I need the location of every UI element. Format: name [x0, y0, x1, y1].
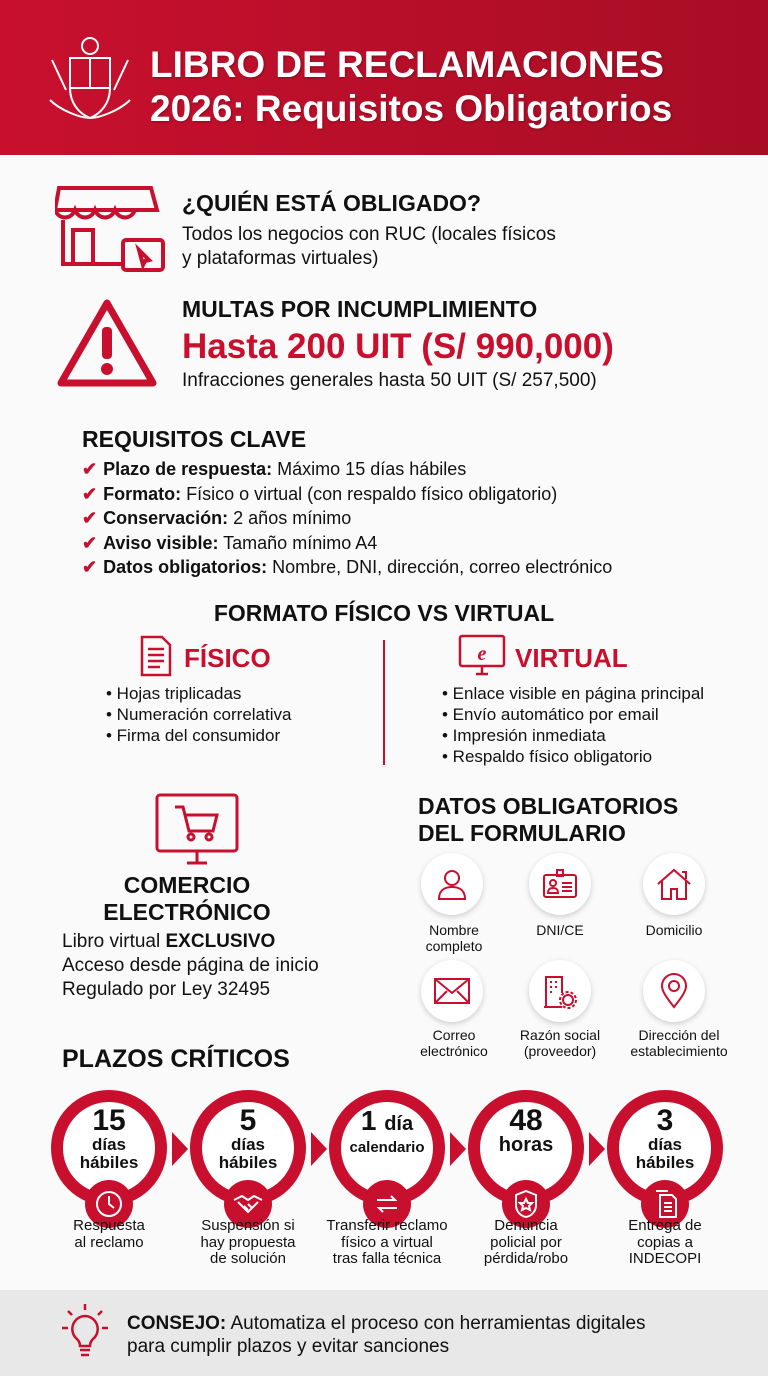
list-item: • Respaldo físico obligatorio [442, 747, 653, 766]
multas-title: MULTAS POR INCUMPLIMIENTO [182, 296, 538, 322]
plazo-ring: 15 días hábiles [51, 1090, 167, 1206]
plazo-description: Suspensión si hay propuesta de solución [200, 1217, 296, 1267]
requisito-item: ✔ Aviso visible: Tamaño mínimo A4 [82, 532, 378, 553]
coat-of-arms-icon [48, 30, 132, 124]
arrow-icon [172, 1132, 188, 1166]
plazo-ring: 1 día calendario [329, 1090, 445, 1206]
ecommerce-line2: Acceso desde página de inicio [62, 955, 319, 976]
datos-label: DNI/CE [536, 922, 584, 938]
plazo-description: Transferir reclamo físico a virtual tras falla técnica [326, 1217, 448, 1267]
list-item: • Enlace visible en página principal [442, 684, 705, 703]
list-item: • Hojas triplicadas [106, 684, 242, 703]
building-gear-icon [529, 960, 591, 1022]
consejo-text [127, 1312, 646, 1358]
location-pin-icon [643, 960, 705, 1022]
arrow-icon [311, 1132, 327, 1166]
consejo-banner [0, 1290, 768, 1376]
svg-text:e: e [477, 643, 487, 665]
ecommerce-cart-monitor-icon [155, 793, 239, 865]
obligado-line2: y plataformas virtuales) [182, 248, 379, 269]
multas-note: Infracciones generales hasta 50 UIT (S/ 257,500) [182, 370, 597, 391]
arrow-icon [589, 1132, 605, 1166]
ecommerce-text [62, 930, 319, 1002]
plazo-ring: 3 días hábiles [607, 1090, 723, 1206]
fisico-title: FÍSICO [184, 643, 271, 673]
requisitos-section [82, 426, 612, 580]
person-icon [421, 853, 483, 915]
consejo-label: CONSEJO: [127, 1313, 227, 1334]
requisitos-title: REQUISITOS CLAVE [82, 426, 307, 452]
check-icon: ✔ [82, 483, 98, 504]
virtual-title: VIRTUAL [515, 643, 628, 673]
list-item: • Impresión inmediata [442, 726, 606, 745]
datos-label: Nombre completo [425, 922, 483, 954]
divider [383, 640, 385, 765]
consejo-line2: para cumplir plazos y evitar sanciones [127, 1336, 450, 1357]
document-icon [138, 635, 174, 677]
datos-title-1: DATOS OBLIGATORIOS [418, 793, 679, 819]
ecommerce-line3: Regulado por Ley 32495 [62, 979, 271, 1000]
ecommerce-line1: Libro virtual [62, 931, 166, 952]
header-banner [0, 0, 768, 155]
datos-label: Correo electrónico [420, 1027, 488, 1059]
requisito-item: ✔ Plazo de respuesta: Máximo 15 días hábiles [82, 459, 467, 479]
storefront-icon [55, 184, 165, 274]
datos-label: Dirección del establecimiento [630, 1027, 728, 1059]
house-icon [643, 853, 705, 915]
list-item: • Firma del consumidor [106, 726, 281, 745]
requisito-item: ✔ Formato: Físico o virtual (con respaldo físico obligatorio) [82, 483, 558, 504]
obligado-line1: Todos los negocios con RUC (locales físicos [182, 224, 556, 245]
check-icon: ✔ [82, 508, 98, 528]
plazo-description: Respuesta al reclamo [73, 1217, 145, 1251]
datos-title [418, 793, 678, 847]
title-line-2: 2026: Requisitos Obligatorios [150, 88, 673, 129]
arrow-icon [450, 1132, 466, 1166]
fisico-list [106, 683, 291, 746]
ecommerce-title [60, 872, 314, 926]
plazos-title: PLAZOS CRÍTICOS [62, 1045, 290, 1073]
plazo-ring: 48 horas [468, 1090, 584, 1206]
check-icon: ✔ [82, 532, 98, 553]
consejo-line1: Automatiza el proceso con herramientas digitales [226, 1313, 646, 1334]
plazo-description: Entrega de copias a INDECOPI [628, 1217, 702, 1267]
datos-label: Domicilio [645, 922, 703, 938]
ecommerce-title-2: ELECTRÓNICO [103, 899, 271, 925]
id-card-icon [529, 853, 591, 915]
datos-title-2: DEL FORMULARIO [418, 820, 626, 846]
plazo-description: Denuncia policial por pérdida/robo [483, 1217, 569, 1267]
virtual-list [442, 683, 704, 767]
browser-monitor-icon [458, 634, 506, 676]
formato-title: FORMATO FÍSICO VS VIRTUAL [213, 600, 555, 626]
title-line-1: LIBRO DE RECLAMACIONES [150, 44, 664, 85]
multas-amount: Hasta 200 UIT (S/ 990,000) [182, 327, 614, 366]
check-icon: ✔ [82, 557, 98, 577]
check-icon: ✔ [82, 459, 98, 479]
lightbulb-icon [60, 1302, 110, 1364]
warning-triangle-icon [55, 297, 159, 389]
plazo-ring: 5 días hábiles [190, 1090, 306, 1206]
ecommerce-title-1: COMERCIO [123, 872, 251, 898]
list-item: • Numeración correlativa [106, 705, 292, 724]
obligado-title: ¿QUIÉN ESTÁ OBLIGADO? [182, 190, 481, 216]
ecommerce-exclusivo: EXCLUSIVO [165, 931, 276, 952]
list-item: • Envío automático por email [442, 705, 659, 724]
requisito-item: ✔ Conservación: 2 años mínimo [82, 508, 352, 528]
requisito-item: ✔ Datos obligatorios: Nombre, DNI, dirección, correo electrónico [82, 557, 613, 577]
datos-label: Razón social (proveedor) [519, 1027, 601, 1059]
envelope-icon [421, 960, 483, 1022]
